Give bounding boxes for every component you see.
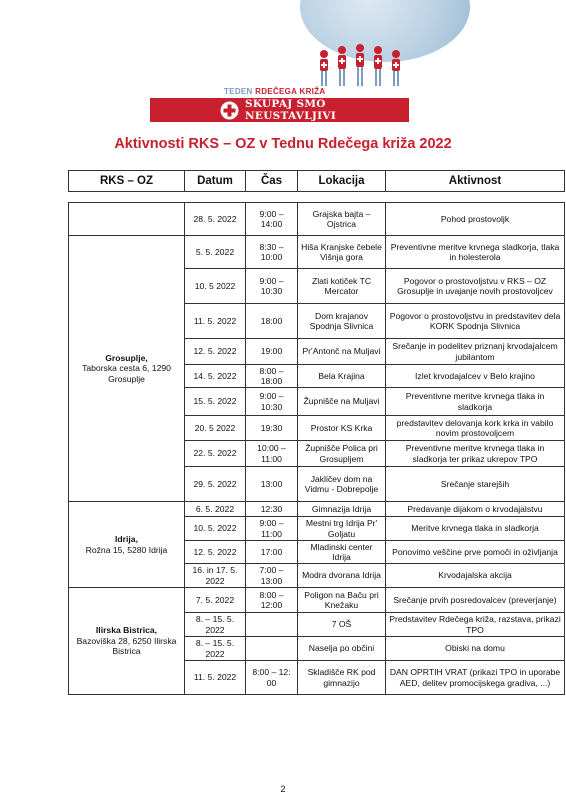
cell-location: Hiša Kranjske čebele Višnja gora [298, 236, 386, 269]
red-cross-icon [220, 101, 239, 120]
cell-date: 10. 5. 2022 [185, 517, 246, 541]
slogan-bar [150, 98, 409, 122]
table-row [69, 236, 565, 269]
cell-location: Mladinski center Idrija [298, 541, 386, 564]
cell-date: 11. 5. 2022 [185, 661, 246, 695]
cell-date: 5. 5. 2022 [185, 236, 246, 269]
cell-activity: Ponovimo veščine prve pomoči in oživljanja [386, 541, 565, 564]
header-banner [0, 0, 566, 140]
cell-time: 9:00 – 10:30 [246, 388, 298, 416]
column-header-org: RKS – OZ [69, 171, 185, 192]
cell-time [246, 637, 298, 661]
cell-time: 8:00 – 12:00 [246, 588, 298, 613]
cell-date: 28. 5. 2022 [185, 203, 246, 236]
column-header-location: Lokacija [298, 171, 386, 192]
cell-location: 7 OŠ [298, 613, 386, 637]
cell-activity: Obiski na domu [386, 637, 565, 661]
org-name: Grosuplje, [105, 352, 148, 363]
cell-location: Naselja po občini [298, 637, 386, 661]
cell-activity: Predavanje dijakom o krvodajalstvu [386, 502, 565, 517]
cell-activity: DAN OPRTIH VRAT (prikazi TPO in uporabe AED, delitev promocijskega gradiva, ...) [386, 661, 565, 695]
cell-location: Skladišče RK pod gimnazijo [298, 661, 386, 695]
cell-date: 12. 5. 2022 [185, 339, 246, 365]
cell-location: Župnišče na Muljavi [298, 388, 386, 416]
cell-activity: Predstavitev Rdečega križa, razstava, prikazi TPO [386, 613, 565, 637]
table-header [68, 170, 565, 192]
cell-time: 13:00 [246, 467, 298, 502]
cell-location: Bela Krajina [298, 365, 386, 388]
org-cell [69, 502, 185, 588]
cell-location: Modra dvorana Idrija [298, 564, 386, 588]
org-address: Taborska cesta 6, 1290 Grosuplje [82, 363, 171, 384]
cell-date: 7. 5. 2022 [185, 588, 246, 613]
week-label-part1: TEDEN [224, 87, 253, 96]
cell-location: Gimnazija Idrija [298, 502, 386, 517]
cell-location: Grajska bajta – Ojstrica [298, 203, 386, 236]
cell-activity: Pohod prostovoljk [386, 203, 565, 236]
table-row [69, 203, 565, 236]
week-label [224, 87, 325, 96]
cell-activity: Meritve krvnega tlaka in sladkorja [386, 517, 565, 541]
cell-time: 8:00 – 18:00 [246, 365, 298, 388]
cell-date: 6. 5. 2022 [185, 502, 246, 517]
org-name: Ilirska Bistrica, [95, 625, 158, 636]
cell-time: 9:00 – 11:00 [246, 517, 298, 541]
cell-location: Župnišče Polica pri Grosupljem [298, 441, 386, 467]
cell-time: 8:00 – 12: 00 [246, 661, 298, 695]
cell-time: 19:30 [246, 416, 298, 441]
cell-activity: Srečanje starejših [386, 467, 565, 502]
cell-time: 8:30 – 10:00 [246, 236, 298, 269]
cell-activity: Preventivne meritve krvnega sladkorja, tlaka in holesterola [386, 236, 565, 269]
cell-location: Poligon na Baču pri Knežaku [298, 588, 386, 613]
cell-activity: Pogovor o prostovoljstvu v RKS – OZ Grosuplje in uvajanje novih prostovoljcev [386, 269, 565, 304]
cell-location: Pr'Antonč na Muljavi [298, 339, 386, 365]
cell-date: 20. 5 2022 [185, 416, 246, 441]
cell-time: 18:00 [246, 304, 298, 339]
cell-time: 10:00 – 11:00 [246, 441, 298, 467]
column-header-date: Datum [185, 171, 246, 192]
cell-date: 11. 5. 2022 [185, 304, 246, 339]
column-header-time: Čas [246, 171, 298, 192]
cell-date: 10. 5 2022 [185, 269, 246, 304]
cell-activity: Srečanje prvih posredovalcev (preverjanje) [386, 588, 565, 613]
cell-time: 12:30 [246, 502, 298, 517]
cell-date: 29. 5. 2022 [185, 467, 246, 502]
org-name: Idrija, [115, 534, 138, 544]
slogan-text: SKUPAJ SMO NEUSTAVLJIVI [245, 98, 337, 122]
cell-date: 16. in 17. 5. 2022 [185, 564, 246, 588]
cell-activity: Srečanje in podelitev priznanj krvodajalcem jubilantom [386, 339, 565, 365]
cell-time: 7:00 – 13:00 [246, 564, 298, 588]
page-title: Aktivnosti RKS – OZ v Tednu Rdečega križa 2022 [114, 136, 452, 152]
cell-location: Jakličev dom na Vidmu - Dobrepolje [298, 467, 386, 502]
cell-location: Prostor KS Krka [298, 416, 386, 441]
cell-time: 9:00 – 10:30 [246, 269, 298, 304]
org-cell [69, 588, 185, 695]
org-cell [69, 203, 185, 236]
cell-time: 19:00 [246, 339, 298, 365]
cell-activity: Pogovor o prostovoljstvu in predstavitev dela KORK Spodnja Slivnica [386, 304, 565, 339]
cell-activity: Preventivne meritve krvnega tlaka in sladkorja ter prikaz ukrepov TPO [386, 441, 565, 467]
table-row [69, 588, 565, 613]
cell-time: 17:00 [246, 541, 298, 564]
page-number: 2 [280, 784, 286, 794]
cell-date: 14. 5. 2022 [185, 365, 246, 388]
cell-location: Zlati kotiček TC Mercator [298, 269, 386, 304]
activities-table [68, 202, 565, 695]
cell-activity: predstavitev delovanja kork krka in vabilo novim prostovoljcem [386, 416, 565, 441]
cell-activity: Izlet krvodajalcev v Belo krajino [386, 365, 565, 388]
cell-location: Mestni trg Idrija Pr' Goljatu [298, 517, 386, 541]
cell-date: 15. 5. 2022 [185, 388, 246, 416]
org-address: Bazoviška 28, 6250 Ilirska Bistrica [76, 635, 177, 657]
cell-activity: Preventivne meritve krvnega tlaka in sladkorja [386, 388, 565, 416]
cell-time [246, 613, 298, 637]
column-header-activity: Aktivnost [386, 171, 565, 192]
org-address: Rožna 15, 5280 Idrija [85, 544, 168, 555]
people-figures-graphic [312, 40, 412, 92]
org-cell [69, 236, 185, 502]
table-row [69, 502, 565, 517]
cell-time: 9:00 – 14:00 [246, 203, 298, 236]
cell-date: 12. 5. 2022 [185, 541, 246, 564]
week-label-part2: RDEČEGA KRIŽA [255, 87, 326, 96]
cell-location: Dom krajanov Spodnja Slivnica [298, 304, 386, 339]
cell-date: 8. – 15. 5. 2022 [185, 637, 246, 661]
cell-date: 22. 5. 2022 [185, 441, 246, 467]
cell-activity: Krvodajalska akcija [386, 564, 565, 588]
cell-date: 8. – 15. 5. 2022 [185, 613, 246, 637]
